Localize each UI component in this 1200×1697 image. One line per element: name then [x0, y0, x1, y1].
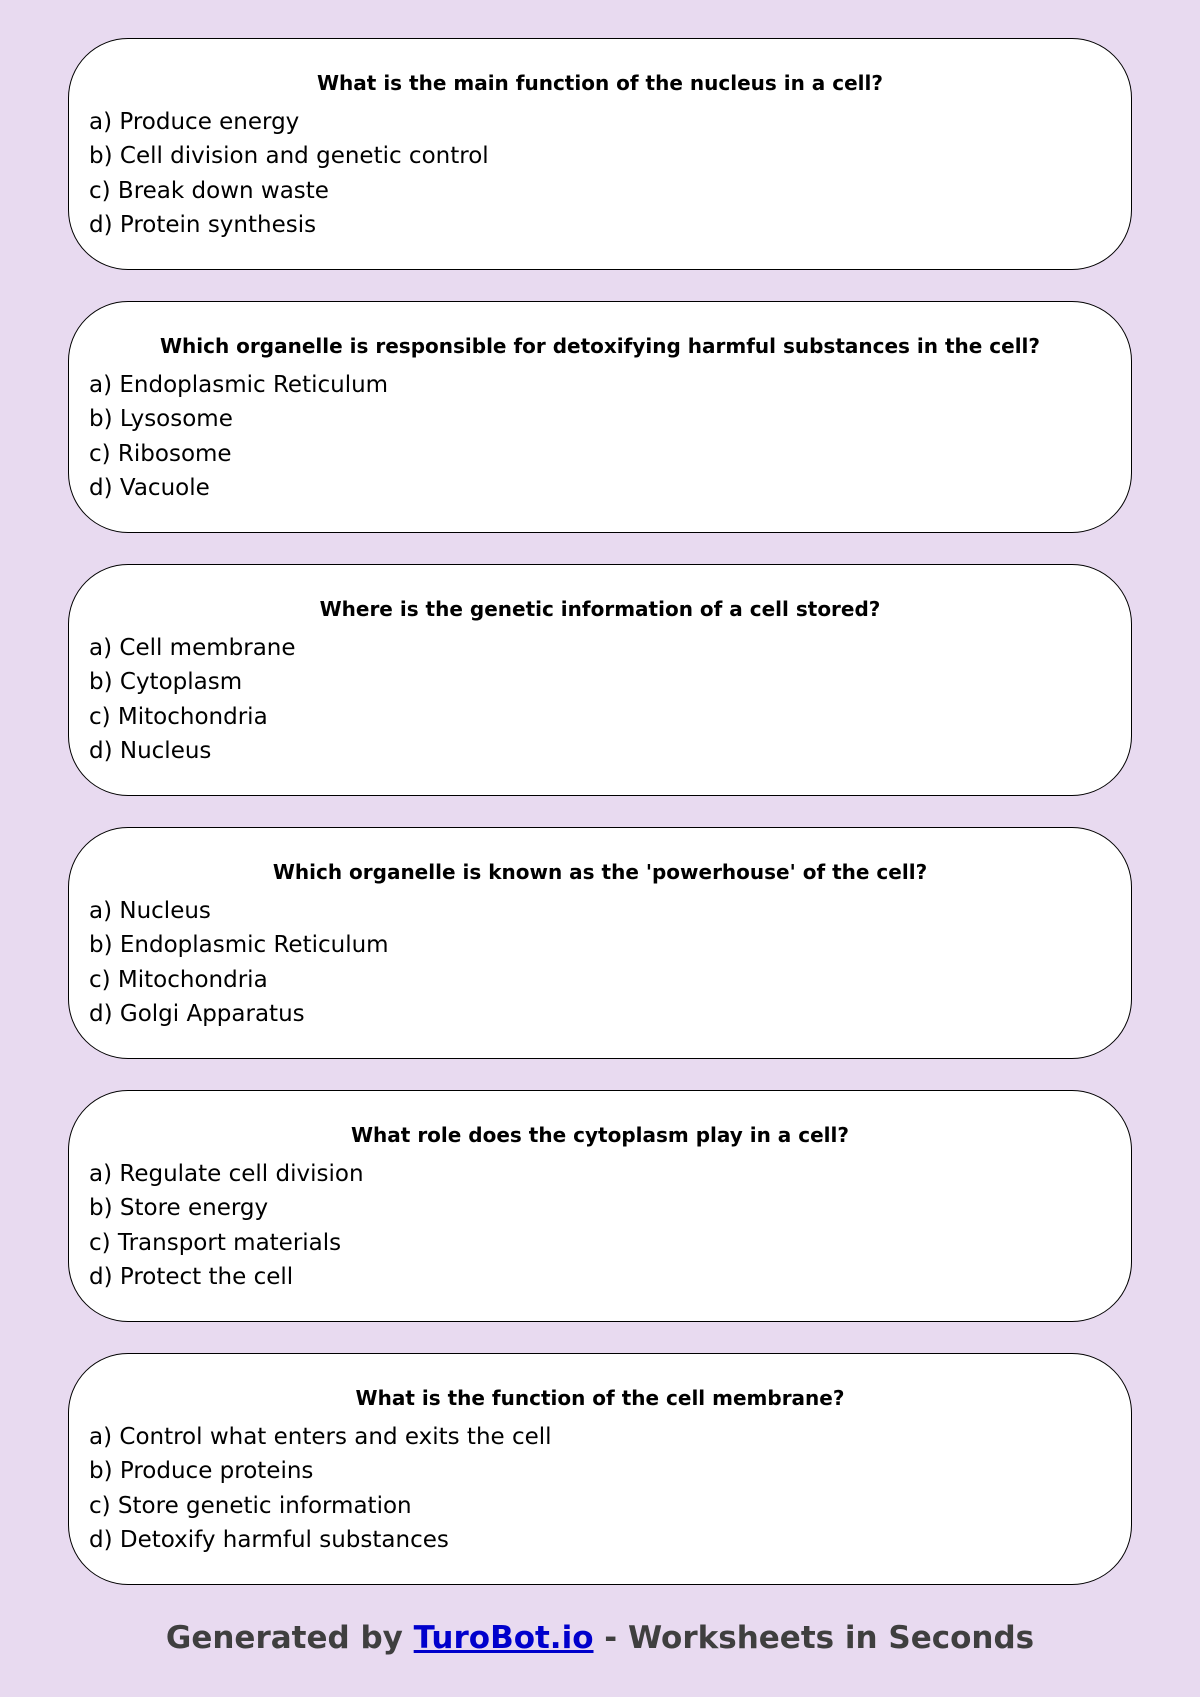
option-list	[89, 894, 1111, 1031]
option-list	[89, 368, 1111, 505]
question-text: What is the main function of the nucleus in a cell?	[317, 71, 883, 95]
option-list	[89, 105, 1111, 242]
option-c: c) Ribosome	[89, 440, 232, 467]
option-b: b) Endoplasmic Reticulum	[89, 932, 389, 959]
question-card	[68, 564, 1132, 796]
question-text: Where is the genetic information of a cell stored?	[319, 597, 881, 621]
footer-prefix: Generated by	[165, 1620, 414, 1656]
option-list	[89, 631, 1111, 768]
question-card	[68, 38, 1132, 270]
option-c: c) Transport materials	[89, 1229, 342, 1256]
option-a: a) Endoplasmic Reticulum	[89, 372, 389, 398]
question-text: What is the function of the cell membrane?	[355, 1386, 845, 1410]
question-card	[68, 1353, 1132, 1585]
option-c: c) Store genetic information	[89, 1492, 412, 1519]
option-d: d) Protein synthesis	[89, 211, 317, 238]
option-list	[89, 1420, 1111, 1557]
option-c: c) Mitochondria	[89, 966, 268, 993]
question-text: Which organelle is responsible for detoxifying harmful substances in the cell?	[159, 334, 1041, 358]
question-card	[68, 301, 1132, 533]
option-b: b) Produce proteins	[89, 1458, 314, 1485]
option-d: d) Protect the cell	[89, 1263, 294, 1290]
option-a: a) Cell membrane	[89, 635, 296, 661]
question-list	[68, 38, 1132, 1616]
option-a: a) Nucleus	[89, 898, 211, 924]
question-card	[68, 827, 1132, 1059]
option-b: b) Lysosome	[89, 406, 233, 433]
option-d: d) Golgi Apparatus	[89, 1000, 305, 1027]
option-c: c) Break down waste	[89, 177, 329, 204]
option-b: b) Cell division and genetic control	[89, 143, 489, 170]
option-b: b) Cytoplasm	[89, 669, 243, 696]
question-card	[68, 1090, 1132, 1322]
option-list	[89, 1157, 1111, 1294]
option-d: d) Vacuole	[89, 474, 210, 501]
option-a: a) Regulate cell division	[89, 1161, 364, 1187]
turobot-link[interactable]: TuroBot.io	[413, 1620, 594, 1656]
option-a: a) Control what enters and exits the cell	[89, 1424, 552, 1450]
option-c: c) Mitochondria	[89, 703, 268, 730]
question-text: What role does the cytoplasm play in a cell?	[351, 1123, 849, 1147]
option-d: d) Nucleus	[89, 737, 212, 764]
option-d: d) Detoxify harmful substances	[89, 1526, 449, 1553]
question-text: Which organelle is known as the 'powerhouse' of the cell?	[272, 860, 928, 884]
footer	[0, 1618, 1200, 1658]
footer-suffix: - Worksheets in Seconds	[593, 1620, 1035, 1656]
option-a: a) Produce energy	[89, 109, 300, 135]
option-b: b) Store energy	[89, 1195, 269, 1222]
